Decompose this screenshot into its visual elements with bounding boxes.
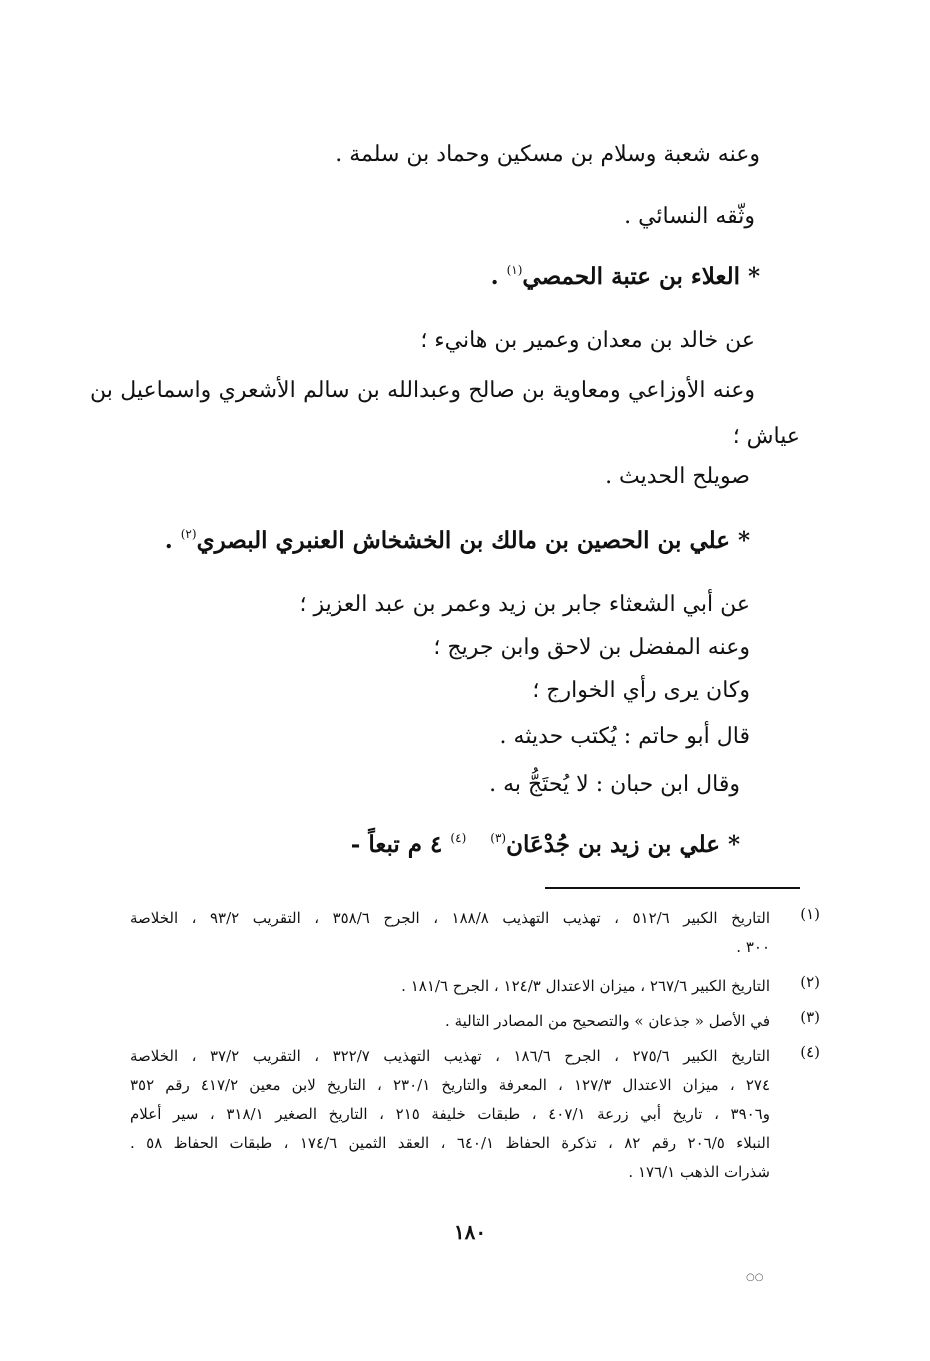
text-line-9: وكان يرى رأي الخوارج ؛ (532, 678, 750, 703)
footnote-ref-2: (٢) (180, 527, 197, 541)
page-number: ١٨٠ (453, 1220, 487, 1244)
entry-heading-1-end: . (490, 263, 507, 290)
footnote-3-line-1: في الأصل « جذعان » والتصحيح من المصادر التالية . (445, 1012, 770, 1030)
text-line-5: عياش ؛ (732, 424, 800, 449)
footnote-number-4: (٤) (800, 1043, 820, 1061)
entry-heading-1-text: * العلاء بن عتبة الحمصي (522, 263, 760, 290)
text-line-10: قال أبو حاتم : يُكتب حديثه . (499, 724, 750, 749)
footnote-4-line-4: النبلاء ٢٠٦/٥ رقم ٨٢ ، تذكرة الحفاظ ٦٤٠/١ ، العقد الثمين ١٧٤/٦ ، طبقات الحفاظ ٥٨ . (130, 1134, 771, 1152)
entry-heading-3 (351, 830, 740, 863)
footnote-1-line-1: التاريخ الكبير ٥١٢/٦ ، تهذيب التهذيب ١٨٨/٨ ، الجرح ٣٥٨/٦ ، التقريب ٩٣/٢ ، الخلاصة (130, 909, 770, 927)
text-line-3: عن خالد بن معدان وعمير بن هانيء ؛ (420, 328, 755, 353)
entry-heading-1 (491, 262, 760, 295)
entry-heading-2-end: . (164, 527, 181, 554)
footnote-number-3: (٣) (800, 1008, 820, 1026)
text-line-8: وعنه المفضل بن لاحق وابن جريج ؛ (433, 635, 750, 660)
footnote-number-2: (٢) (800, 973, 820, 991)
text-line-7: عن أبي الشعثاء جابر بن زيد وعمر بن عبد العزيز ؛ (299, 592, 750, 617)
footnote-4-line-5: شذرات الذهب ١٧٦/١ . (628, 1163, 770, 1181)
footnote-ref-1: (١) (506, 263, 523, 277)
corner-mark: ○○ (746, 1272, 764, 1283)
text-line-11: وقال ابن حبان : لا يُحتَجُّ به . (489, 772, 740, 797)
entry-heading-3-text: * علي بن زيد بن جُدْعَان (506, 831, 740, 858)
footnote-1-line-2: ٣٠٠ . (736, 938, 770, 956)
footnote-ref-4: (٤) (450, 831, 467, 845)
entry-heading-3-end: ٤ م تبعاً - (350, 831, 443, 858)
footnote-4-line-1: التاريخ الكبير ٢٧٥/٦ ، الجرح ١٨٦/٦ ، تهذيب التهذيب ٣٢٢/٧ ، التقريب ٣٧/٢ ، الخلاصة (130, 1047, 770, 1065)
entry-heading-2-text: * علي بن الحصين بن مالك بن الخشخاش العنبري البصري (196, 527, 750, 554)
footnote-number-1: (١) (800, 905, 820, 923)
text-line-6: صويلح الحديث . (605, 464, 750, 489)
footnote-2-line-1: التاريخ الكبير ٢٦٧/٦ ، ميزان الاعتدال ١٢٤/٣ ، الجرح ١٨١/٦ . (401, 977, 770, 995)
footnote-divider (545, 887, 800, 889)
text-line-4: وعنه الأوزاعي ومعاوية بن صالح وعبدالله بن سالم الأشعري واسماعيل بن (90, 378, 755, 403)
footnote-4-line-2: ٢٧٤ ، ميزان الاعتدال ١٢٧/٣ ، المعرفة والتاريخ ٢٣٠/١ ، التاريخ لابن معين ٤١٧/٢ رقم ٣٥٢ (130, 1076, 770, 1094)
footnote-ref-3: (٣) (490, 831, 507, 845)
entry-heading-2 (165, 526, 750, 559)
footnote-4-line-3: و٣٩٠٦ ، تاريخ أبي زرعة ٤٠٧/١ ، طبقات خليفة ٢١٥ ، التاريخ الصغير ٣١٨/١ ، سير أعلام (130, 1105, 770, 1123)
text-line-1: وعنه شعبة وسلام بن مسكين وحماد بن سلمة . (335, 142, 760, 167)
text-line-2: وثّقه النسائي . (624, 204, 755, 229)
